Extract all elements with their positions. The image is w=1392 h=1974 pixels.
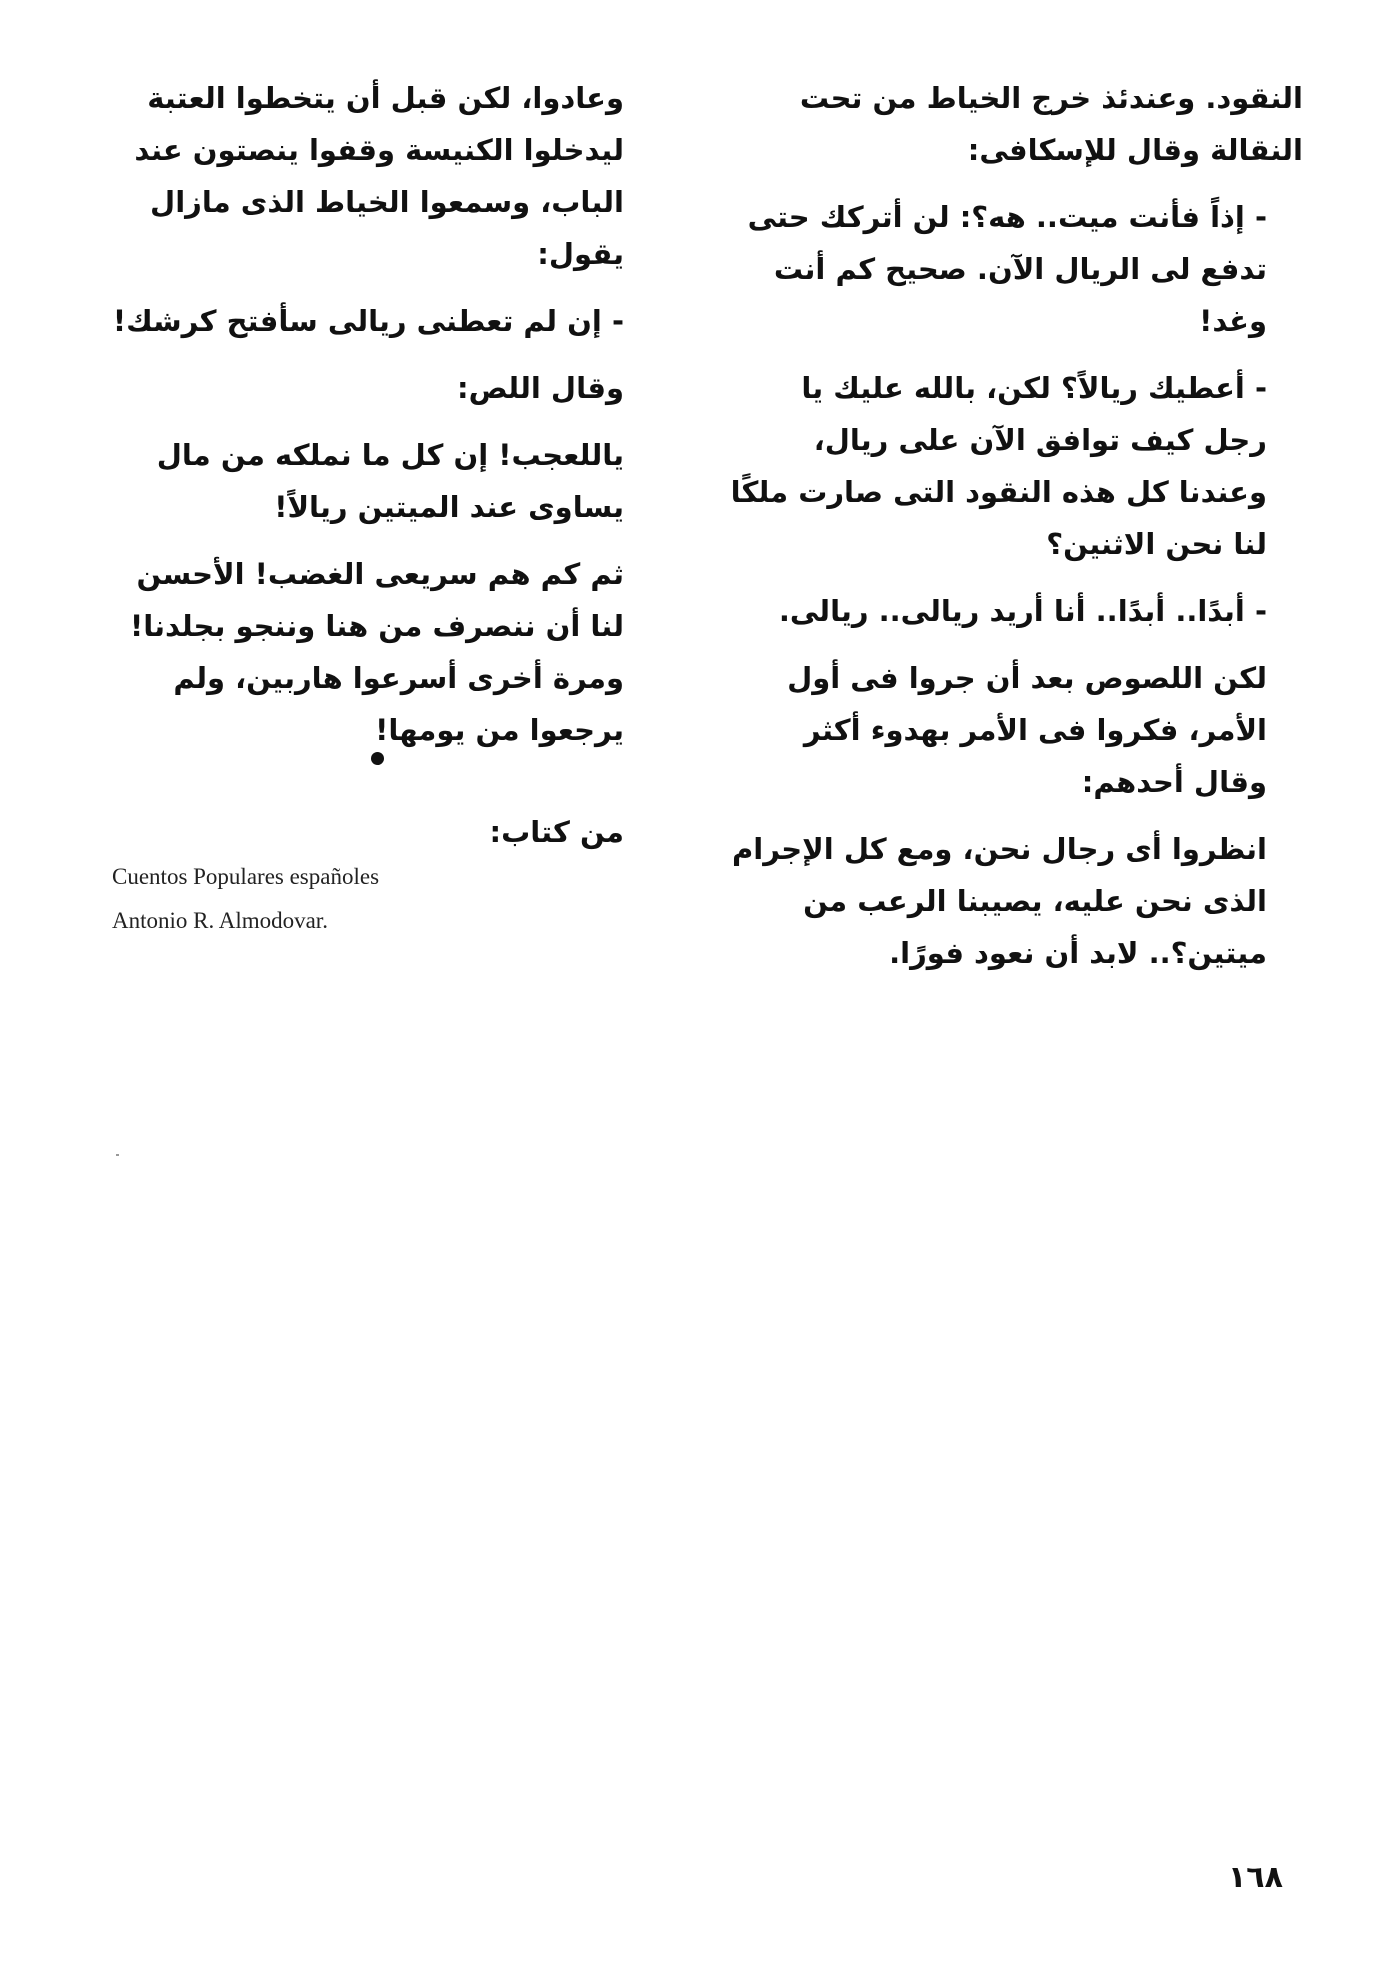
paragraph: انظروا أى رجال نحن، ومع كل الإجرام الذى نحن عليه، يصيبنا الرعب من ميتين؟.. لابد أن نعود فورًا. [732,832,1267,970]
left-text-column [100,72,660,771]
page-number: ١٦٨ [1228,1860,1283,1895]
source-citation [112,855,379,943]
source-label: من كتاب: [489,815,624,849]
paragraph: - إن لم تعطنى ريالى سأفتح كرشك! [112,304,624,338]
right-text-column [728,72,1303,994]
paragraph: لكن اللصوص بعد أن جروا فى أول الأمر، فكروا فى الأمر بهدوء أكثر وقال أحدهم: [787,661,1267,799]
source-author: Antonio R. Almodovar. [112,908,328,933]
scan-speck [116,1154,119,1156]
paragraph: وعادوا، لكن قبل أن يتخطوا العتبة ليدخلوا الكنيسة وقفوا ينصتون عند الباب، وسمعوا الخياط الذى مازال يقول: [134,81,624,271]
paragraph: النقود. وعندئذ خرج الخياط من تحت النقالة وقال للإسكافى: [799,81,1303,167]
paragraph: - أعطيك ريالاً؟ لكن، بالله عليك يا رجل كيف توافق الآن على ريال، وعندنا كل هذه النقود التى صارت ملكًا لنا نحن الاثنين؟ [730,371,1267,561]
paragraph: - إذاً فأنت ميت.. هه؟: لن أتركك حتى تدفع لى الريال الآن. صحيح كم أنت وغد! [747,200,1267,338]
paragraph: ثم كم هم سريعى الغضب! الأحسن لنا أن ننصرف من هنا وننجو بجلدنا! ومرة أخرى أسرعوا هاربين، ولم يرجعوا من يومها! [129,557,624,747]
source-title: Cuentos Populares españoles [112,864,380,889]
paragraph: ياللعجب! إن كل ما نملكه من مال يساوى عند الميتين ريالاً! [156,438,624,524]
section-end-dot [371,752,384,765]
paragraph: - أبدًا.. أبدًا.. أنا أريد ريالى.. ريالى. [778,594,1267,628]
paragraph: وقال اللص: [457,371,624,405]
